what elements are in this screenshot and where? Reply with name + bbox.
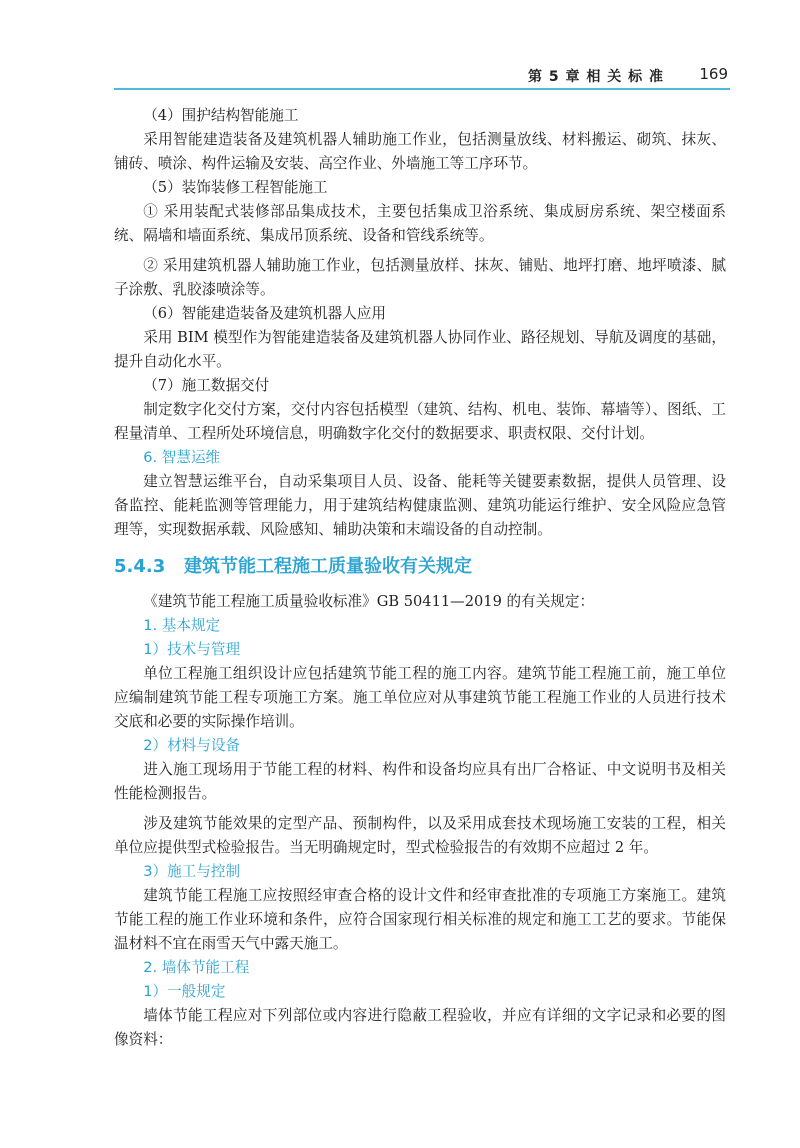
subheading: （6）智能建造装备及建筑机器人应用	[143, 305, 386, 322]
page-body	[114, 104, 726, 1052]
section-title-text: 建筑节能工程施工质量验收有关规定	[184, 556, 472, 577]
running-header	[114, 60, 730, 90]
subheading: （5）装饰装修工程智能施工	[143, 179, 328, 196]
header-rule	[114, 88, 730, 90]
paragraph: 建筑节能工程施工应按照经审查合格的设计文件和经审查批准的专项施工方案施工。建筑节能工程的施工作业环境和条件，应符合国家现行相关标准的规定和施工工艺的要求。节能保温材料不宜在雨雪天气中露天施工。	[114, 887, 726, 952]
blue-heading: 1）技术与管理	[143, 641, 241, 658]
paragraph: 采用智能建造装备及建筑机器人辅助施工作业，包括测量放线、材料搬运、砌筑、抹灰、铺砖、喷涂、构件运输及安装、高空作业、外墙施工等工序环节。	[114, 131, 726, 172]
blue-heading: 2. 墙体节能工程	[143, 959, 250, 976]
section-heading	[114, 554, 726, 580]
paragraph: 墙体节能工程应对下列部位或内容进行隐蔽工程验收，并应有详细的文字记录和必要的图像资料：	[114, 1007, 726, 1048]
subheading: （7）施工数据交付	[143, 377, 270, 394]
blue-heading: 1. 基本规定	[143, 617, 221, 634]
blue-heading: 3）施工与控制	[143, 863, 241, 880]
blue-heading: 2）材料与设备	[143, 737, 241, 754]
paragraph: ② 采用建筑机器人辅助施工作业，包括测量放样、抹灰、铺贴、地坪打磨、地坪喷漆、腻子涂敷、乳胶漆喷涂等。	[114, 257, 726, 298]
paragraph: 进入施工现场用于节能工程的材料、构件和设备均应具有出厂合格证、中文说明书及相关性能检测报告。	[114, 761, 726, 802]
page-number: 169	[699, 65, 728, 83]
paragraph: 《建筑节能工程施工质量验收标准》GB 50411—2019 的有关规定：	[143, 593, 595, 610]
paragraph: 制定数字化交付方案，交付内容包括模型（建筑、结构、机电、装饰、幕墙等）、图纸、工程量清单、工程所处环境信息，明确数字化交付的数据要求、职责权限、交付计划。	[114, 401, 726, 442]
paragraph: 涉及建筑节能效果的定型产品、预制构件，以及采用成套技术现场施工安装的工程，相关单位应提供型式检验报告。当无明确规定时，型式检验报告的有效期不应超过 2 年。	[114, 815, 726, 856]
paragraph: 单位工程施工组织设计应包括建筑节能工程的施工内容。建筑节能工程施工前，施工单位应编制建筑节能工程专项施工方案。施工单位应对从事建筑节能工程施工作业的人员进行技术交底和必要的实际操作培训。	[114, 665, 726, 730]
section-number: 5.4.3	[114, 556, 166, 577]
paragraph: 采用 BIM 模型作为智能建造装备及建筑机器人协同作业、路径规划、导航及调度的基础，提升自动化水平。	[114, 329, 726, 370]
paragraph: ① 采用装配式装修部品集成技术，主要包括集成卫浴系统、集成厨房系统、架空楼面系统、隔墙和墙面系统、集成吊顶系统、设备和管线系统等。	[114, 203, 726, 244]
subheading: （4）围护结构智能施工	[143, 107, 299, 124]
paragraph: 建立智慧运维平台，自动采集项目人员、设备、能耗等关键要素数据，提供人员管理、设备监控、能耗监测等管理能力，用于建筑结构健康监测、建筑功能运行维护、安全风险应急管理等，实现数据承载、风险感知、辅助决策和末端设备的自动控制。	[114, 473, 726, 538]
chapter-title: 第 5 章 相 关 标 准	[528, 69, 664, 85]
blue-heading: 1）一般规定	[143, 983, 226, 1000]
blue-heading: 6. 智慧运维	[143, 449, 221, 466]
